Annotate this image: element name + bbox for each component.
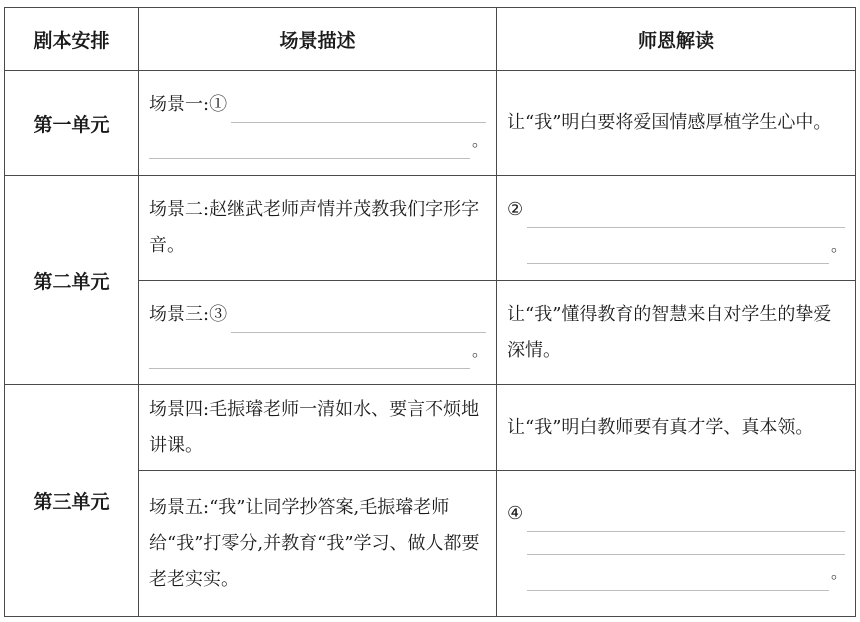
scene-3-prefix: 场景三:③ bbox=[149, 303, 228, 325]
interpretation-2-cell bbox=[497, 176, 856, 281]
interpretation-1-text: 让“我”明白要将爱国情感厚植学生心中。 bbox=[507, 112, 832, 133]
scene-table bbox=[4, 7, 856, 617]
answer-blank-2b[interactable] bbox=[527, 241, 829, 264]
interpretation-5-prefix: ④ bbox=[507, 503, 524, 524]
scene-4-cell bbox=[139, 385, 497, 471]
unit-3-label: 第三单元 bbox=[5, 385, 139, 617]
answer-blank-1a[interactable] bbox=[231, 100, 486, 123]
scene-5-text: 场景五:“我”让同学抄答案,毛振璿老师给“我”打零分,并教育“我”学习、做人都要老老实实。 bbox=[149, 496, 480, 590]
header-script-arrangement: 剧本安排 bbox=[5, 8, 139, 71]
scene-1-prefix: 场景一:① bbox=[149, 94, 228, 115]
answer-blank-5b[interactable] bbox=[527, 532, 845, 555]
scene-2-text: 场景二:赵继武老师声情并茂教我们字形字音。 bbox=[149, 199, 480, 256]
header-row bbox=[5, 8, 856, 71]
scene-5-cell bbox=[139, 471, 497, 617]
interpretation-2-end: 。 bbox=[830, 236, 847, 255]
scene-4-text: 场景四:毛振璿老师一清如水、要言不烦地讲课。 bbox=[149, 398, 480, 456]
unit-2-label: 第二单元 bbox=[5, 176, 139, 385]
answer-blank-3b[interactable] bbox=[149, 346, 470, 369]
answer-blank-5c[interactable] bbox=[527, 568, 829, 591]
interpretation-1-cell bbox=[497, 71, 856, 176]
interpretation-4-text: 让“我”明白教师要有真才学、真本领。 bbox=[507, 416, 814, 438]
scene-2-cell bbox=[139, 176, 497, 281]
unit-1-label: 第一单元 bbox=[5, 71, 139, 176]
answer-blank-1b[interactable] bbox=[149, 136, 470, 159]
interpretation-5-cell bbox=[497, 471, 856, 617]
header-scene-description: 场景描述 bbox=[139, 8, 497, 71]
answer-blank-3a[interactable] bbox=[231, 310, 486, 333]
scene-1-end: 。 bbox=[471, 131, 488, 150]
answer-blank-2a[interactable] bbox=[527, 205, 845, 228]
interpretation-3-text: 让“我”懂得教育的智慧来自对学生的挚爱深情。 bbox=[507, 303, 832, 361]
table-row bbox=[5, 71, 856, 176]
scene-3-cell bbox=[139, 281, 497, 385]
interpretation-4-cell bbox=[497, 385, 856, 471]
table-row bbox=[5, 176, 856, 281]
interpretation-2-prefix: ② bbox=[507, 199, 524, 220]
scene-1-cell bbox=[139, 71, 497, 176]
scene-3-end: 。 bbox=[471, 340, 488, 360]
interpretation-5-end: 。 bbox=[830, 563, 847, 582]
answer-blank-5a[interactable] bbox=[527, 509, 845, 532]
header-interpretation: 师恩解读 bbox=[497, 8, 856, 71]
interpretation-3-cell bbox=[497, 281, 856, 385]
table-row bbox=[5, 385, 856, 471]
